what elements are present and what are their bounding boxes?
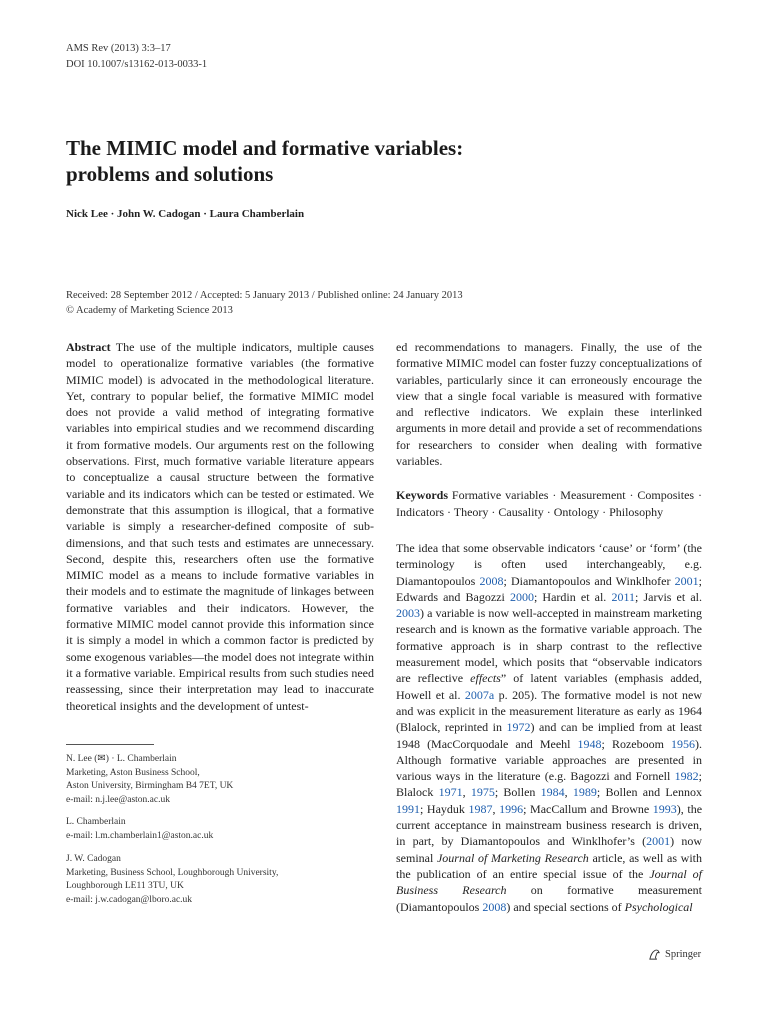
emphasis-text: effects (470, 671, 501, 686)
aff3-name: J. W. Cadogan (66, 854, 121, 864)
publication-history (66, 288, 463, 318)
keywords-label: Keywords (396, 488, 448, 503)
received-dates: Received: 28 September 2012 / Accepted: 5 January 2013 / Published online: 24 January 2013 (66, 290, 463, 301)
introduction-paragraph (396, 540, 702, 915)
text-run: ; Bollen (494, 785, 541, 800)
citation-link[interactable]: 2001 (674, 573, 699, 588)
aff2-email[interactable]: e-mail: l.m.chamberlain1@aston.ac.uk (66, 830, 214, 841)
keywords-paragraph (396, 487, 702, 520)
text-run: ; Diamantopoulos and Winklhofer (503, 573, 675, 588)
abstract-paragraph (66, 339, 374, 714)
aff1-email[interactable]: e-mail: n.j.lee@aston.ac.uk (66, 794, 170, 805)
publisher-name: Springer (665, 949, 702, 960)
text-run: ) now seminal (396, 834, 703, 865)
affiliation-lee-chamberlain (66, 752, 233, 807)
citation-link[interactable]: 1972 (506, 720, 531, 735)
title-line-1: The MIMIC model and formative variables: (66, 136, 464, 160)
text-run: p. 205). The formative model is not new and was explicit in the measurement literature as early as 1964 (Blalock, reprinted in (396, 687, 702, 735)
text-run: , (462, 785, 471, 800)
right-column (396, 339, 702, 915)
aff1-dept: Marketing, Aston Business School, (66, 767, 200, 778)
text-run: ), the current acceptance in mainstream business research is driven, in part, by Diamantopoulos and Winklhofer’s ( (396, 801, 703, 849)
publisher-footer (648, 948, 701, 961)
citation-link[interactable]: 1989 (572, 785, 597, 800)
aff2-name: L. Chamberlain (66, 817, 126, 827)
text-run: ; Hayduk (420, 801, 469, 816)
text-run: ; Rozeboom (601, 736, 671, 751)
keywords-text: Formative variables · Measurement · Composites · Indicators · Theory · Causality · Ontology · Philosophy (396, 488, 703, 519)
footnote-rule (66, 744, 154, 745)
text-run: ) a variable is now well-accepted in mainstream marketing research and is known as the formative variable approach. The formative approach is in sharp contrast to the reflective measurement model, which posits that “observable indicators are reflective (396, 606, 702, 686)
envelope-icon: ✉ (97, 753, 106, 764)
text-run: on formative measurement (Diamantopoulos (396, 883, 702, 914)
left-column (66, 339, 374, 714)
journal-title-italic: Journal of Marketing Research (436, 850, 589, 865)
abstract-continuation: ed recommendations to managers. Finally, the use of the formative MIMIC model can foster fuzzy conceptualizations of variables, particularly since it can erroneously encourage the view that a single focal variable is measured with formative and reflective indicators. We explain these interlinked arguments in more detail and provide a set of recommendations for researchers to consider when dealing with formative variables. (396, 340, 702, 469)
text-run: ” of latent variables (emphasis added, Howell et al. (396, 671, 702, 702)
citation-link[interactable]: 2001 (646, 834, 671, 849)
aff3-email[interactable]: e-mail: j.w.cadogan@lboro.ac.uk (66, 894, 193, 905)
affiliation-chamberlain (66, 816, 213, 843)
journal-citation: AMS Rev (2013) 3:3–17 (66, 43, 171, 54)
journal-header (66, 41, 207, 73)
abstract-text: The use of the multiple indicators, multiple causes model to operationalize formative variables (the formative MIMIC model) is advocated in the methodological literature. Yet, contrary to popular belief, the formative MIMIC model does not provide a valid method of integrating formative variables into empirical studies and we recommend discarding it from formative models. Our arguments rest on the following observations. First, much formative variable literature appears to conceptualize a causal structure between the formative variable and its indicators which can be tested or estimated. We demonstrate that this assumption is illogical, that a formative variable is simply a researcher-defined composite of sub-dimensions, and that such tests and estimates are unnecessary. Second, despite this, researchers often use the formative MIMIC model as a means to include formative variables in their models and to estimate the magnitude of linkages between formative variables and their indicators. However, the formative MIMIC model cannot provide this information since it is simply a model in which a common factor is predicted by some exogenous variables—the model does not integrate within it a formative variable. Empirical results from such studies need reassessing, since their interpretation may lead to inaccurate theoretical insights and the development of untest- (66, 340, 374, 713)
text-run: ) and can be implied from at least 1948 (MacCorquodale and Meehl (396, 720, 702, 751)
citation-link[interactable]: 1993 (652, 801, 677, 816)
springer-horse-logo-icon (648, 948, 661, 961)
citation-link[interactable]: 1975 (470, 785, 495, 800)
citation-link[interactable]: 2003 (396, 606, 420, 621)
article-title (66, 135, 706, 187)
text-run: ) and special sections of (506, 899, 625, 914)
copyright-line: © Academy of Marketing Science 2013 (66, 305, 233, 316)
journal-title-italic: Psychological (624, 899, 693, 914)
citation-link[interactable]: 2008 (479, 573, 504, 588)
citation-link[interactable]: 1956 (671, 736, 695, 751)
text-run: ; Bollen and Lennox (596, 785, 702, 800)
text-run: ; Edwards and Bagozzi (396, 573, 702, 604)
text-run: ; Hardin et al. (533, 589, 612, 604)
aff1-name-tail: ) · L. Chamberlain (105, 754, 177, 764)
citation-link[interactable]: 1948 (577, 736, 602, 751)
citation-link[interactable]: 1982 (674, 769, 699, 784)
citation-link[interactable]: 1971 (438, 785, 463, 800)
citation-link[interactable]: 1996 (499, 801, 524, 816)
aff1-name: N. Lee ( (66, 754, 98, 764)
citation-link[interactable]: 2011 (611, 589, 635, 604)
text-run: , (492, 801, 500, 816)
doi-line: DOI 10.1007/s13162-013-0033-1 (66, 59, 208, 70)
citation-link[interactable]: 1984 (540, 785, 565, 800)
citation-link[interactable]: 1987 (468, 801, 493, 816)
abstract-label: Abstract (66, 340, 111, 354)
title-line-2: problems and solutions (66, 162, 274, 186)
author-list: Nick Lee · John W. Cadogan · Laura Chamberlain (66, 208, 305, 220)
text-run: ). Although formative variable approaches are presented in various ways in the literature (e.g. Bagozzi and Fornell (396, 736, 702, 784)
text-run: article, as well as with the publication of an entire special issue of the (396, 850, 703, 881)
text-run: ; MacCallum and Browne (523, 801, 653, 816)
text-run: , (564, 785, 573, 800)
aff1-address: Aston University, Birmingham B4 7ET, UK (66, 781, 234, 792)
text-run: The idea that some observable indicators ‘cause’ or ‘form’ (the terminology is often used interchangeably, e.g. Diamantopoulos (396, 540, 702, 588)
citation-link[interactable]: 1991 (396, 801, 420, 816)
journal-title-italic: Journal of Business Research (396, 866, 702, 898)
citation-link[interactable]: 2008 (482, 899, 507, 914)
text-run: ; Blalock (396, 769, 702, 800)
aff3-address: Loughborough LE11 3TU, UK (66, 881, 184, 892)
citation-link[interactable]: 2000 (509, 589, 534, 604)
citation-link[interactable]: 2007a (464, 687, 495, 702)
aff3-dept: Marketing, Business School, Loughborough University, (66, 867, 279, 878)
text-run: ; Jarvis et al. (635, 589, 702, 604)
affiliation-cadogan (66, 853, 278, 907)
